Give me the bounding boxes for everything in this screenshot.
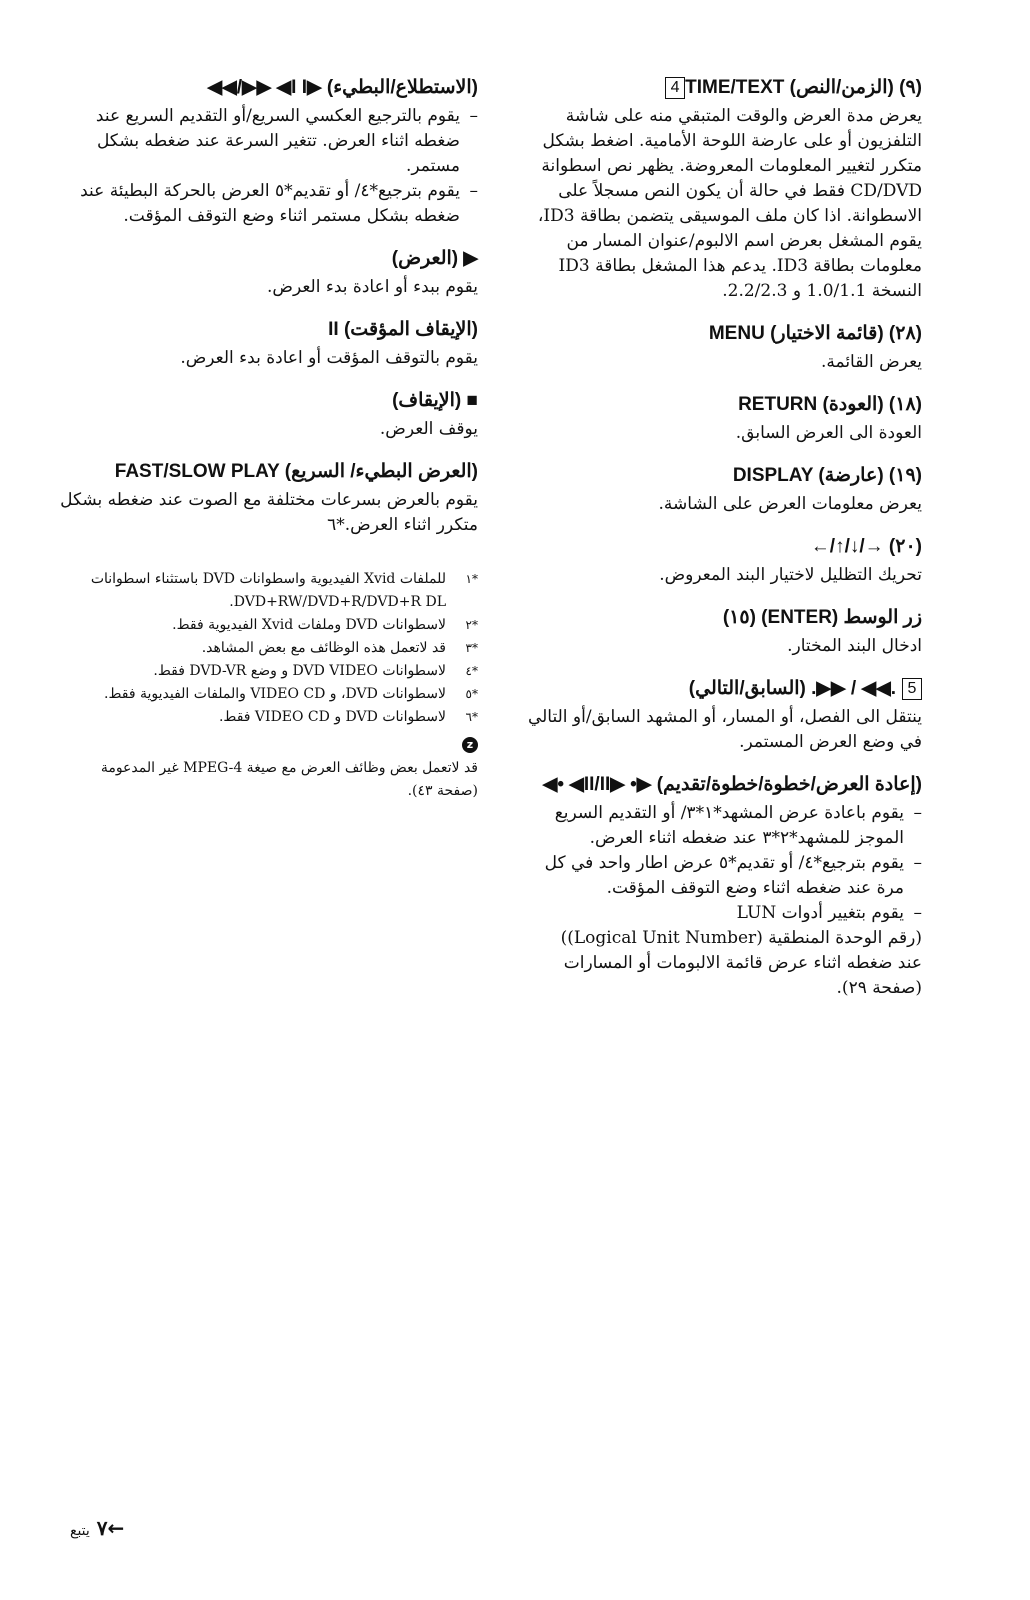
bullet-item: – يقوم باعادة عرض المشهد*١*٣/ أو التقديم السريع الموجز للمشهد*٢*٣ عند ضغطه اثناء العرض. [524, 801, 922, 851]
section-return [524, 393, 922, 446]
section-title: ◀• ◀II/II▶ •▶ (إعادة العرض/خطوة/خطوة/تقديم) [542, 774, 922, 795]
footnote: *١ للملفات Xvid الفيديوية واسطوانات DVD باستثناء اسطوانات DVD+RW/DVD+R/DVD+R DL. [90, 571, 478, 610]
continue-label: يتبع [70, 1523, 90, 1539]
section-play [58, 247, 478, 300]
section-stop [58, 389, 478, 442]
note-text: قد لاتعمل بعض وظائف العرض مع صيغة MPEG-4 غير المدعومة (صفحة ٤٣). [100, 760, 478, 799]
footnote: *٤ لاسطوانات DVD VIDEO و وضع DVD-VR فقط. [153, 663, 478, 679]
page-number: ٧ [96, 1516, 108, 1540]
item-number-box: 5 [902, 678, 922, 700]
section-prev-next [524, 677, 922, 755]
bullet-item: – يقوم بتغيير أدوات LUN [524, 901, 922, 926]
section-body: يقوم بالتوقف المؤقت أو اعادة بدء العرض. [180, 348, 478, 368]
section-title: ←/↑/↓/→ (٢٠) [810, 536, 922, 557]
right-column [524, 76, 922, 1019]
footnotes [58, 568, 478, 803]
section-menu [524, 322, 922, 375]
section-body: يقوم بالعرض بسرعات مختلفة مع الصوت عند ضغطه بشكل متكرر اثناء العرض.*٦ [60, 490, 478, 535]
section-body: يعرض معلومات العرض على الشاشة. [658, 494, 922, 514]
section-title: 4 TIME/TEXT (الزمن/النص) (٩) [524, 76, 922, 100]
section-body: يقوم ببدء أو اعادة بدء العرض. [267, 277, 478, 297]
section-title: MENU (قائمة الاختيار) (٢٨) [708, 323, 922, 344]
section-title: 5.◀◀ / ▶▶. (السابق/التالي) [524, 677, 922, 701]
bullet-item: – يقوم بترجيع*٤/ أو تقديم*٥ عرض اطار واحد في كل مرة عند ضغطه اثناء وضع التوقف المؤقت. [524, 851, 922, 901]
bullet-continuation: (رقم الوحدة المنطقية (Logical Unit Number)) [560, 928, 922, 948]
section-title: RETURN (العودة) (١٨) [738, 394, 922, 415]
section-body [524, 801, 922, 1001]
section-time-text [524, 76, 922, 304]
section-title: زر الوسط (ENTER) (١٥) [722, 607, 922, 628]
section-body: تحريك التظليل لاختيار البند المعروض. [659, 565, 922, 585]
section-title: ◀◀/▶▶ ◀I I▶ (الاستطلاع/البطيء) [207, 77, 478, 98]
item-number-box: 4 [665, 77, 685, 99]
footnote: *٥ لاسطوانات DVD، و VIDEO CD والملفات الفيديوية فقط. [104, 686, 478, 702]
section-fast-slow [58, 460, 478, 538]
section-scan-slow [58, 76, 478, 229]
section-body: يوقف العرض. [379, 419, 478, 439]
section-title: ▶ (العرض) [391, 248, 478, 269]
footnote: *٢ لاسطوانات DVD وملفات Xvid الفيديوية فقط. [172, 617, 478, 633]
section-body: ينتقل الى الفصل، أو المسار، أو المشهد السابق/أو التالي في وضع العرض المستمر. [527, 707, 922, 752]
section-title: ■ (الإيقاف) [392, 390, 478, 411]
section-enter [524, 606, 922, 659]
note-icon: z [462, 737, 478, 753]
footnote: *٦ لاسطوانات DVD و VIDEO CD فقط. [218, 709, 478, 725]
continue-arrow-icon: ← [107, 1516, 125, 1540]
left-column [58, 76, 478, 803]
footnote: *٣ قد لاتعمل هذه الوظائف مع بعض المشاهد. [201, 640, 478, 656]
section-arrows [524, 535, 922, 588]
section-body [58, 104, 478, 229]
section-display [524, 464, 922, 517]
section-body: يعرض مدة العرض والوقت المتبقي منه على شاشة التلفزيون أو على عارضة اللوحة الأمامية. اضغط بشكل متكرر لتغيير المعلومات المعروضة. يظهر نص اسطوانة CD/DVD فقط في حالة أن يكون النص مسجلاً على الاسطوانة. اذا كان ملف الموسيقى يتضمن بطاقة ID3، يقوم المشغل بعرض اسم الالبوم/عنوان المسار من معلومات بطاقة ID3. يدعم هذا المشغل بطاقة ID3 النسخة 1.0/1.1 و 2.2/2.3. [537, 106, 922, 301]
section-body: العودة الى العرض السابق. [735, 423, 922, 443]
section-body: ادخال البند المختار. [787, 636, 922, 656]
section-replay-step [524, 773, 922, 1001]
bullet-continuation: عند ضغطه اثناء عرض قائمة الالبومات أو المسارات (صفحة ٢٩). [563, 953, 922, 998]
bullet-item: – يقوم بالترجيع العكسي السريع/أو التقديم السريع عند ضغطه اثناء العرض. تتغير السرعة عند ضغطه بشكل مستمر. [58, 104, 478, 179]
section-pause [58, 318, 478, 371]
section-title: DISPLAY (عارضة) (١٩) [732, 465, 922, 486]
section-title: II (الإيقاف المؤقت) [328, 319, 478, 340]
section-body: يعرض القائمة. [820, 352, 922, 372]
bullet-item: – يقوم بترجيع*٤/ أو تقديم*٥ العرض بالحركة البطيئة عند ضغطه بشكل مستمر اثناء وضع التوقف المؤقت. [58, 179, 478, 229]
page-footer [66, 1516, 124, 1540]
section-title: FAST/SLOW PLAY (العرض البطيء/ السريع) [114, 461, 478, 482]
